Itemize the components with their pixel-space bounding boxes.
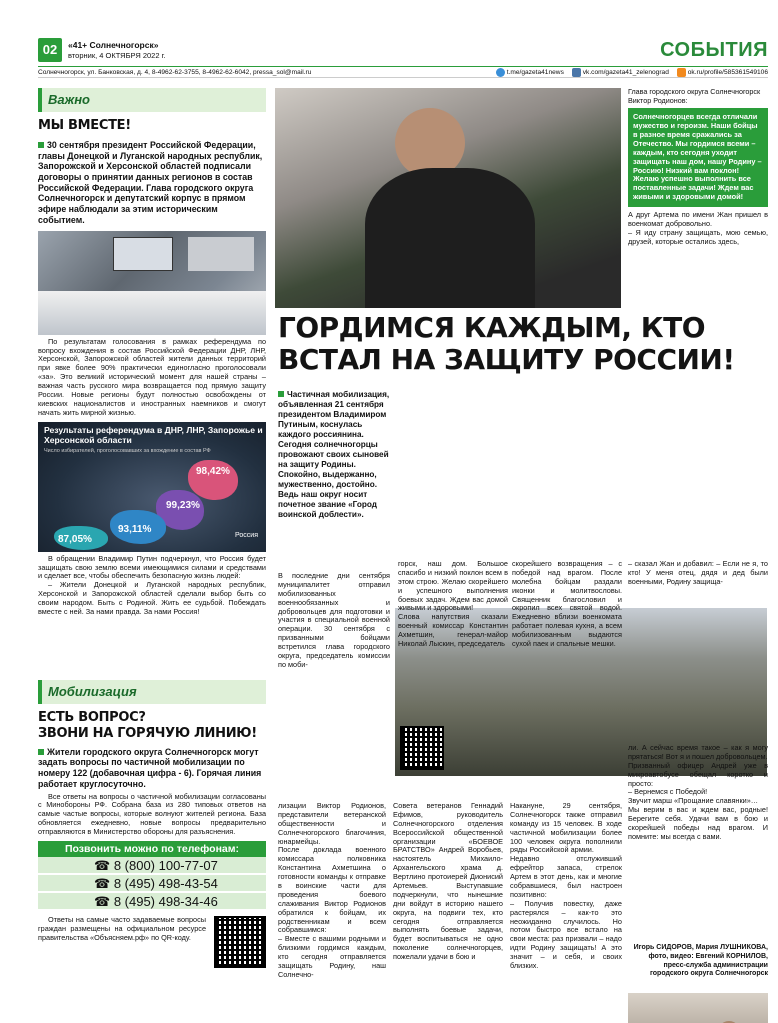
section-bar-important: Важно — [38, 88, 266, 112]
phone-3[interactable]: ☎ 8 (495) 498-34-46 — [38, 893, 266, 911]
referendum-map — [38, 422, 266, 552]
article-body-4: Все ответы на вопросы о частичной мобилизации согласованы с Минобороны РФ. Собрана база из 280 типовых ответов на самые частые вопросы, которые волнуют жителей региона. База обновляется ежедневно, новые вопросы предварительно отправляются в Министерство обороны для разъяснения. — [38, 791, 266, 837]
lead-text: Жители городского округа Солнечногорск могут задать вопросы по частичной мобилизации по номеру 122 (добавочная цифра - 6). Горячая линия работает круглосуточно. — [38, 746, 262, 789]
article-body-1: По результатам голосования в рамках референдума по вопросу вхождения в состав Российской Федерации ДНР, ЛНР, Херсонской, Запорожской областей жители данных территорий при явке более 90% практически единогласно проголосовали «за». Это великий исторический момент для нашей страны – важная часть русского мира возвращается под прямую защиту России. Новые регионы будут полностью освобождены от киевских националистов и иностранных наемников и смогут начать жить мирной жизнью. — [38, 336, 266, 417]
bullet-icon — [38, 142, 44, 148]
photo-volunteers — [628, 993, 768, 1023]
quote-caption: Глава городского округа Солнечногорск Виктор Родионов: — [628, 87, 761, 105]
section-bar-mobilization: Мобилизация — [38, 680, 266, 704]
page-header — [38, 38, 768, 64]
left-column — [38, 88, 266, 617]
qr-video[interactable] — [400, 726, 444, 770]
main-col-6: Накануне, 29 сентября, Солнечногорск также отправил команду из 15 человек. В ходе частичной мобилизации более 100 человек округа пополнили ряды Российской армии. Недавно отслуживший ефрейтор запаса, стрелок Артем в этот день, как и многие собравшиеся, был настроен позитивно: – Получив повестку, даже растерялся – как-то это неожиданно случилось. Но потом быстро все встало на свои места: раз призвали – надо идти Родину защищать! А это значит – и себя, и своих близких. — [510, 801, 622, 971]
pct-zaporozhye: 93,11% — [118, 523, 152, 535]
pct-kherson: 87,05% — [58, 533, 92, 545]
sidebar-quote — [628, 88, 768, 247]
article-body-5: Ответы на самые часто задаваемые вопросы граждан размещены на официальном ресурсе правительства «Объясняем.рф» по QR-коду. — [38, 915, 206, 942]
main-col-1: В последние дни сентября муниципалитет отправил мобилизованных военнообязанных и добровольцев для подготовки и участия в специальной военной операции. 30 сентября с призванными бойцами встретился глава городского округа, председатель комиссии по моби- — [278, 571, 390, 669]
page-number: 02 — [38, 38, 62, 62]
phones-title: Позвонить можно по телефонам: — [38, 841, 266, 857]
quote-text: Солнечногорцев всегда отличали мужество и героизм. Наши бойцы в разное время сражались за Отечество. Мы гордимся всеми – каждым, кто сегодня уходит защищать наш дом, нашу Родину – Россию! Низкий вам поклон! Желаю успешно выполнить все поставленные задачи! Ждем вас живыми и здоровыми домой! — [628, 108, 768, 207]
article-body-3: – Жители Донецкой и Луганской народных республик, Херсонской и Запорожской областей сделали выбор быть со своим народом. Быть с Родиной. Жить ее судьбой. Побеждать вместе с ней. За нами правда. За нами Россия! — [38, 580, 266, 616]
phone-1[interactable]: ☎ 8 (800) 100-77-07 — [38, 857, 266, 875]
paper-name: «41+ Солнечногорск» — [68, 40, 159, 50]
article-lead-together — [38, 140, 266, 226]
article-lead-hotline — [38, 747, 266, 790]
pct-lnr: 98,42% — [196, 465, 230, 477]
phone-2[interactable]: ☎ 8 (495) 498-43-54 — [38, 875, 266, 893]
window — [188, 237, 254, 271]
vk-icon — [572, 68, 581, 77]
map-label-russia: Россия — [235, 531, 258, 539]
sidebar-text-1: А друг Артема по имени Жан пришел в военкомат добровольно. – Я иду страну защищать, мою семью, друзей, которые остались здесь, — [628, 210, 768, 246]
phone-icon: ☎ — [94, 876, 114, 892]
photo-embrace — [275, 88, 621, 308]
article-title-question: ЕСТЬ ВОПРОС? — [38, 710, 146, 725]
pct-dnr: 99,23% — [166, 499, 200, 511]
photo-council-meeting — [38, 231, 266, 335]
issue-date: вторник, 4 ОКТЯБРЯ 2022 г. — [68, 51, 166, 60]
phones-box — [38, 841, 266, 911]
bullet-icon — [278, 391, 284, 397]
soldier-body — [365, 168, 535, 308]
address-text: Солнечногорск, ул. Банковская, д. 4, 8-4962-62-3755, 8-4962-62-6042, pressa_sol@mail.ru — [38, 69, 312, 76]
main-col-2: горск, наш дом. Большое спасибо и низкий поклон всем в этом строю. Желаю скорейшего и успешного выполнения боевых задач. Ждем вас домой живыми и здоровыми! Слова напутствия сказали военный комиссар Константин Ахметшин, генерал-майор Николай Лыскин, председатель — [398, 559, 508, 649]
vk-link[interactable]: vk.com/gazeta41_zelenograd — [582, 69, 669, 76]
main-col-3: скорейшего возвращения – с победой над врагом. После молебна бойцам раздали иконки и молитвословы. Священник благословил и окропил всех святой водой. Ежедневно вблизи военкомата работает полевая кухня, а всем мобилизованным выдаются сухой паек и спальные мешки. — [512, 559, 622, 649]
main-lead-text: Частичная мобилизация, объявленная 21 сентября президентом Владимиром Путиным, коснулась каждого россиянина. Сегодня солнечногорцы провожают своих сыновей на защиту Родины. Спокойно, выдержанно, мужественно, достойно. Ведь наш округ носит почетное звание «Город воинской доблести». — [278, 390, 390, 519]
sidebar-text-3: ли. А сейчас время такое – как я могу прятаться! Вот я и пошел добровольцем. Призванный офицер Андрей уже в микроавтобусе обещал коротко и просто: – Вернемся с Победой! Звучит марш «Прощание славянки»… Мы верим в вас и ждем вас, родные! Берегите себя. Удачи вам в бою и скорейшей победы над врагом. И помните: мы всегда с вами. — [628, 743, 768, 841]
article-title-together: МЫ ВМЕСТЕ! — [38, 118, 131, 133]
phone-icon: ☎ — [94, 894, 114, 910]
main-lead — [278, 388, 390, 520]
ok-link[interactable]: ok.ru/profile/585361549106 — [687, 69, 768, 76]
map-subtitle: Число избирателей, проголосовавших за вхождение в состав РФ — [44, 447, 211, 454]
telegram-icon — [496, 68, 505, 77]
sidebar-text-2: – сказал Жан и добавил: – Если не я, то кто! У меня отец, дядя и дед были военными, Родину защища- — [628, 559, 768, 586]
main-col-5: Совета ветеранов Геннадий Ефимов, руководитель Солнечногорского отделения Всероссийской общественной организации «БОЕВОЕ БРАТСТВО» Андрей Воробьев, настоятель Михаило-Архангельского храма д. Вертлино протоиерей Дионисий Артемьев. Выступавшие подчеркнули, что нынешние дни войдут в историю нашего округа, на подвиги тех, кто сегодня отправляется выполнять боевые задачи, будет воспитываться не одно поколение солнечногорцев, пожелали удачи в бою и — [393, 801, 503, 962]
main-col-4: лизации Виктор Родионов, представители ветеранской общественности и Солнечногорского благочиния, юнармейцы. После доклада военного комиссара полковника Константина Ахметшина о готовности команды к отправке в воинские части для проведения боевого слаживания Виктор Родионов обратился к бойцам, их родственникам и всем собравшимся: – Вместе с вашими родными и близкими гордимся каждым, кто сегодня отправляется защищать Родину, наш Солнечно- — [278, 801, 386, 979]
phone-icon: ☎ — [94, 858, 114, 874]
tv-screen — [113, 237, 173, 271]
map-title: Результаты референдума в ДНР, ЛНР, Запорожье и Херсонской области — [44, 424, 263, 445]
bullet-icon — [38, 749, 44, 755]
ok-icon — [677, 68, 686, 77]
telegram-link[interactable]: t.me/gazeta41news — [506, 69, 564, 76]
qr-block — [38, 916, 266, 970]
social-links — [490, 67, 768, 79]
mobilization-section — [38, 680, 266, 970]
table — [38, 291, 266, 335]
address-bar — [38, 66, 768, 78]
article-title-hotline: ЗВОНИ НА ГОРЯЧУЮ ЛИНИЮ! — [38, 725, 257, 741]
main-headline: ГОРДИМСЯ КАЖДЫМ, КТО ВСТАЛ НА ЗАЩИТУ РОССИИ! — [278, 311, 735, 376]
section-title: СОБЫТИЯ — [660, 39, 768, 61]
qr-code[interactable] — [214, 916, 266, 968]
lead-text: 30 сентября президент Российской Федерации, главы Донецкой и Луганской народных республик, Запорожской и Херсонской областей подписали договоры о принятии данных регионов в состав Российской Федерации. Глава городского округа Солнечногорск и депутатский корпус в прямом эфире наблюдали за этим историческим событием. — [38, 139, 263, 225]
article-body-2: В обращении Владимир Путин подчеркнул, что Россия будет защищать свою землю всеми имеющимися силами и средствами и сделает все, чтобы обеспечить безопасную жизнь людей: — [38, 553, 266, 581]
article-credits: Игорь СИДОРОВ, Мария ЛУШНИКОВА, фото, видео: Евгений КОРНИЛОВ, пресс-служба администрации городского округа Солнечногорск — [633, 944, 768, 978]
